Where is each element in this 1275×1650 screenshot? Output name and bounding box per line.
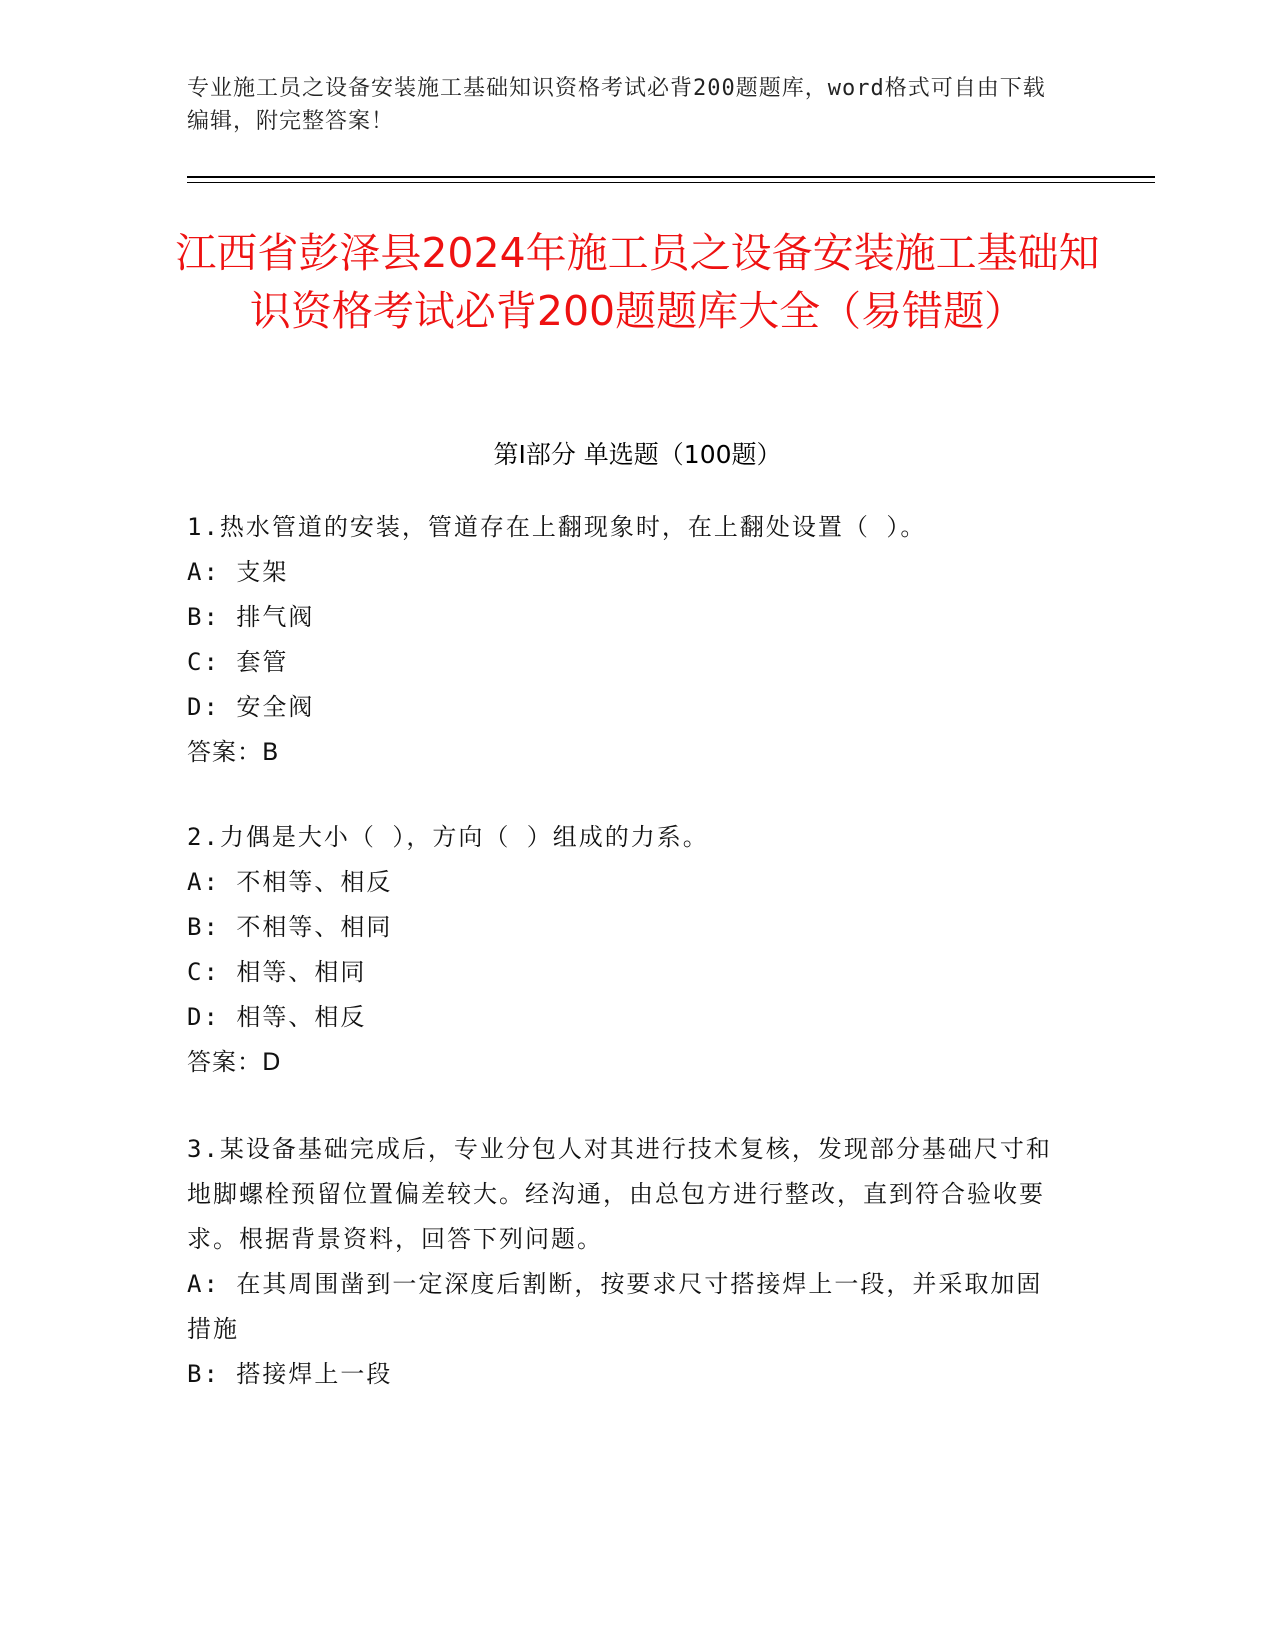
section-title: 第Ⅰ部分 单选题（100题） (493, 440, 782, 469)
document-title: 江西省彭泽县2024年施工员之设备安装施工基础知识资格考试必背200题题库大全（易错题） (175, 229, 1100, 335)
option-a: A: 在其周围凿到一定深度后割断，按要求尺寸搭接焊上一段，并采取加固措施 (187, 1270, 1043, 1343)
question-stem: 1.热水管道的安装，管道存在上翻现象时，在上翻处设置（ ）。 (187, 513, 927, 541)
option-c: C: 套管 (187, 648, 289, 676)
option-c: C: 相等、相同 (187, 958, 367, 986)
option-b: B: 搭接焊上一段 (187, 1360, 393, 1388)
question-2 (187, 815, 1087, 1085)
question-1 (187, 505, 1087, 775)
question-stem: 2.力偶是大小（ ），方向（ ）组成的力系。 (187, 823, 709, 851)
option-a: A: 不相等、相反 (187, 868, 393, 896)
question-3 (187, 1127, 1062, 1397)
option-d: D: 安全阀 (187, 693, 315, 721)
answer: 答案：B (187, 738, 280, 766)
question-stem: 3.某设备基础完成后，专业分包人对其进行技术复核，发现部分基础尺寸和地脚螺栓预留位置偏差较大。经沟通，由总包方进行整改，直到符合验收要求。根据背景资料，回答下列问题。 (187, 1135, 1052, 1253)
answer: 答案：D (187, 1048, 282, 1076)
option-a: A: 支架 (187, 558, 289, 586)
header-rule (187, 176, 1155, 178)
option-d: D: 相等、相反 (187, 1003, 367, 1031)
option-b: B: 不相等、相同 (187, 913, 393, 941)
header-note: 专业施工员之设备安装施工基础知识资格考试必背200题题库，word格式可自由下载编辑，附完整答案！ (187, 76, 1046, 134)
option-b: B: 排气阀 (187, 603, 315, 631)
header-rule-thin (187, 182, 1155, 183)
